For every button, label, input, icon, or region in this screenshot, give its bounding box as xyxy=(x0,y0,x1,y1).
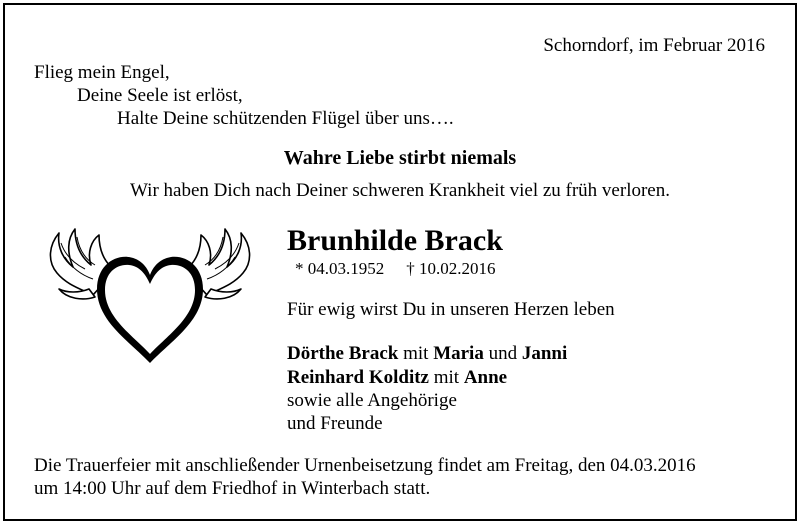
connector-text: mit xyxy=(403,343,429,364)
intro-text: Wir haben Dich nach Deiner schweren Krankheit viel zu früh verloren. xyxy=(130,180,670,201)
life-dates xyxy=(295,258,496,280)
obituary-notice xyxy=(3,3,797,521)
connector-text: und xyxy=(488,343,518,364)
death-date: † 10.02.2016 xyxy=(406,259,496,278)
mourners-line-2 xyxy=(287,367,507,389)
birth-date: * 04.03.1952 xyxy=(295,259,385,278)
service-info-line-1: Die Trauerfeier mit anschließender Urnenbeisetzung findet am Freitag, den 04.03.2016 xyxy=(34,455,696,476)
winged-heart-icon xyxy=(37,223,263,371)
mourner-name: Janni xyxy=(521,343,568,364)
poem-line-3: Halte Deine schützenden Flügel über uns…. xyxy=(117,108,454,129)
service-info-line-2: um 14:00 Uhr auf dem Friedhof in Winterbach statt. xyxy=(34,478,431,499)
connector-text: mit xyxy=(433,367,460,388)
place-date: Schorndorf, im Februar 2016 xyxy=(543,35,765,56)
mourner-name: Anne xyxy=(463,367,508,388)
deceased-name: Brunhilde Brack xyxy=(287,224,503,257)
mourner-name: Maria xyxy=(433,343,484,364)
mourners-line-1 xyxy=(287,343,567,365)
mourner-name: Reinhard Kolditz xyxy=(287,367,429,388)
farewell-text: Für ewig wirst Du in unseren Herzen leben xyxy=(287,299,615,320)
motto: Wahre Liebe stirbt niemals xyxy=(283,147,517,169)
poem-line-1: Flieg mein Engel, xyxy=(34,62,170,83)
mourners-line-4: und Freunde xyxy=(287,413,383,434)
mourner-name: Dörthe Brack xyxy=(287,343,399,364)
mourners-line-3: sowie alle Angehörige xyxy=(287,390,457,411)
poem-line-2: Deine Seele ist erlöst, xyxy=(77,85,243,106)
